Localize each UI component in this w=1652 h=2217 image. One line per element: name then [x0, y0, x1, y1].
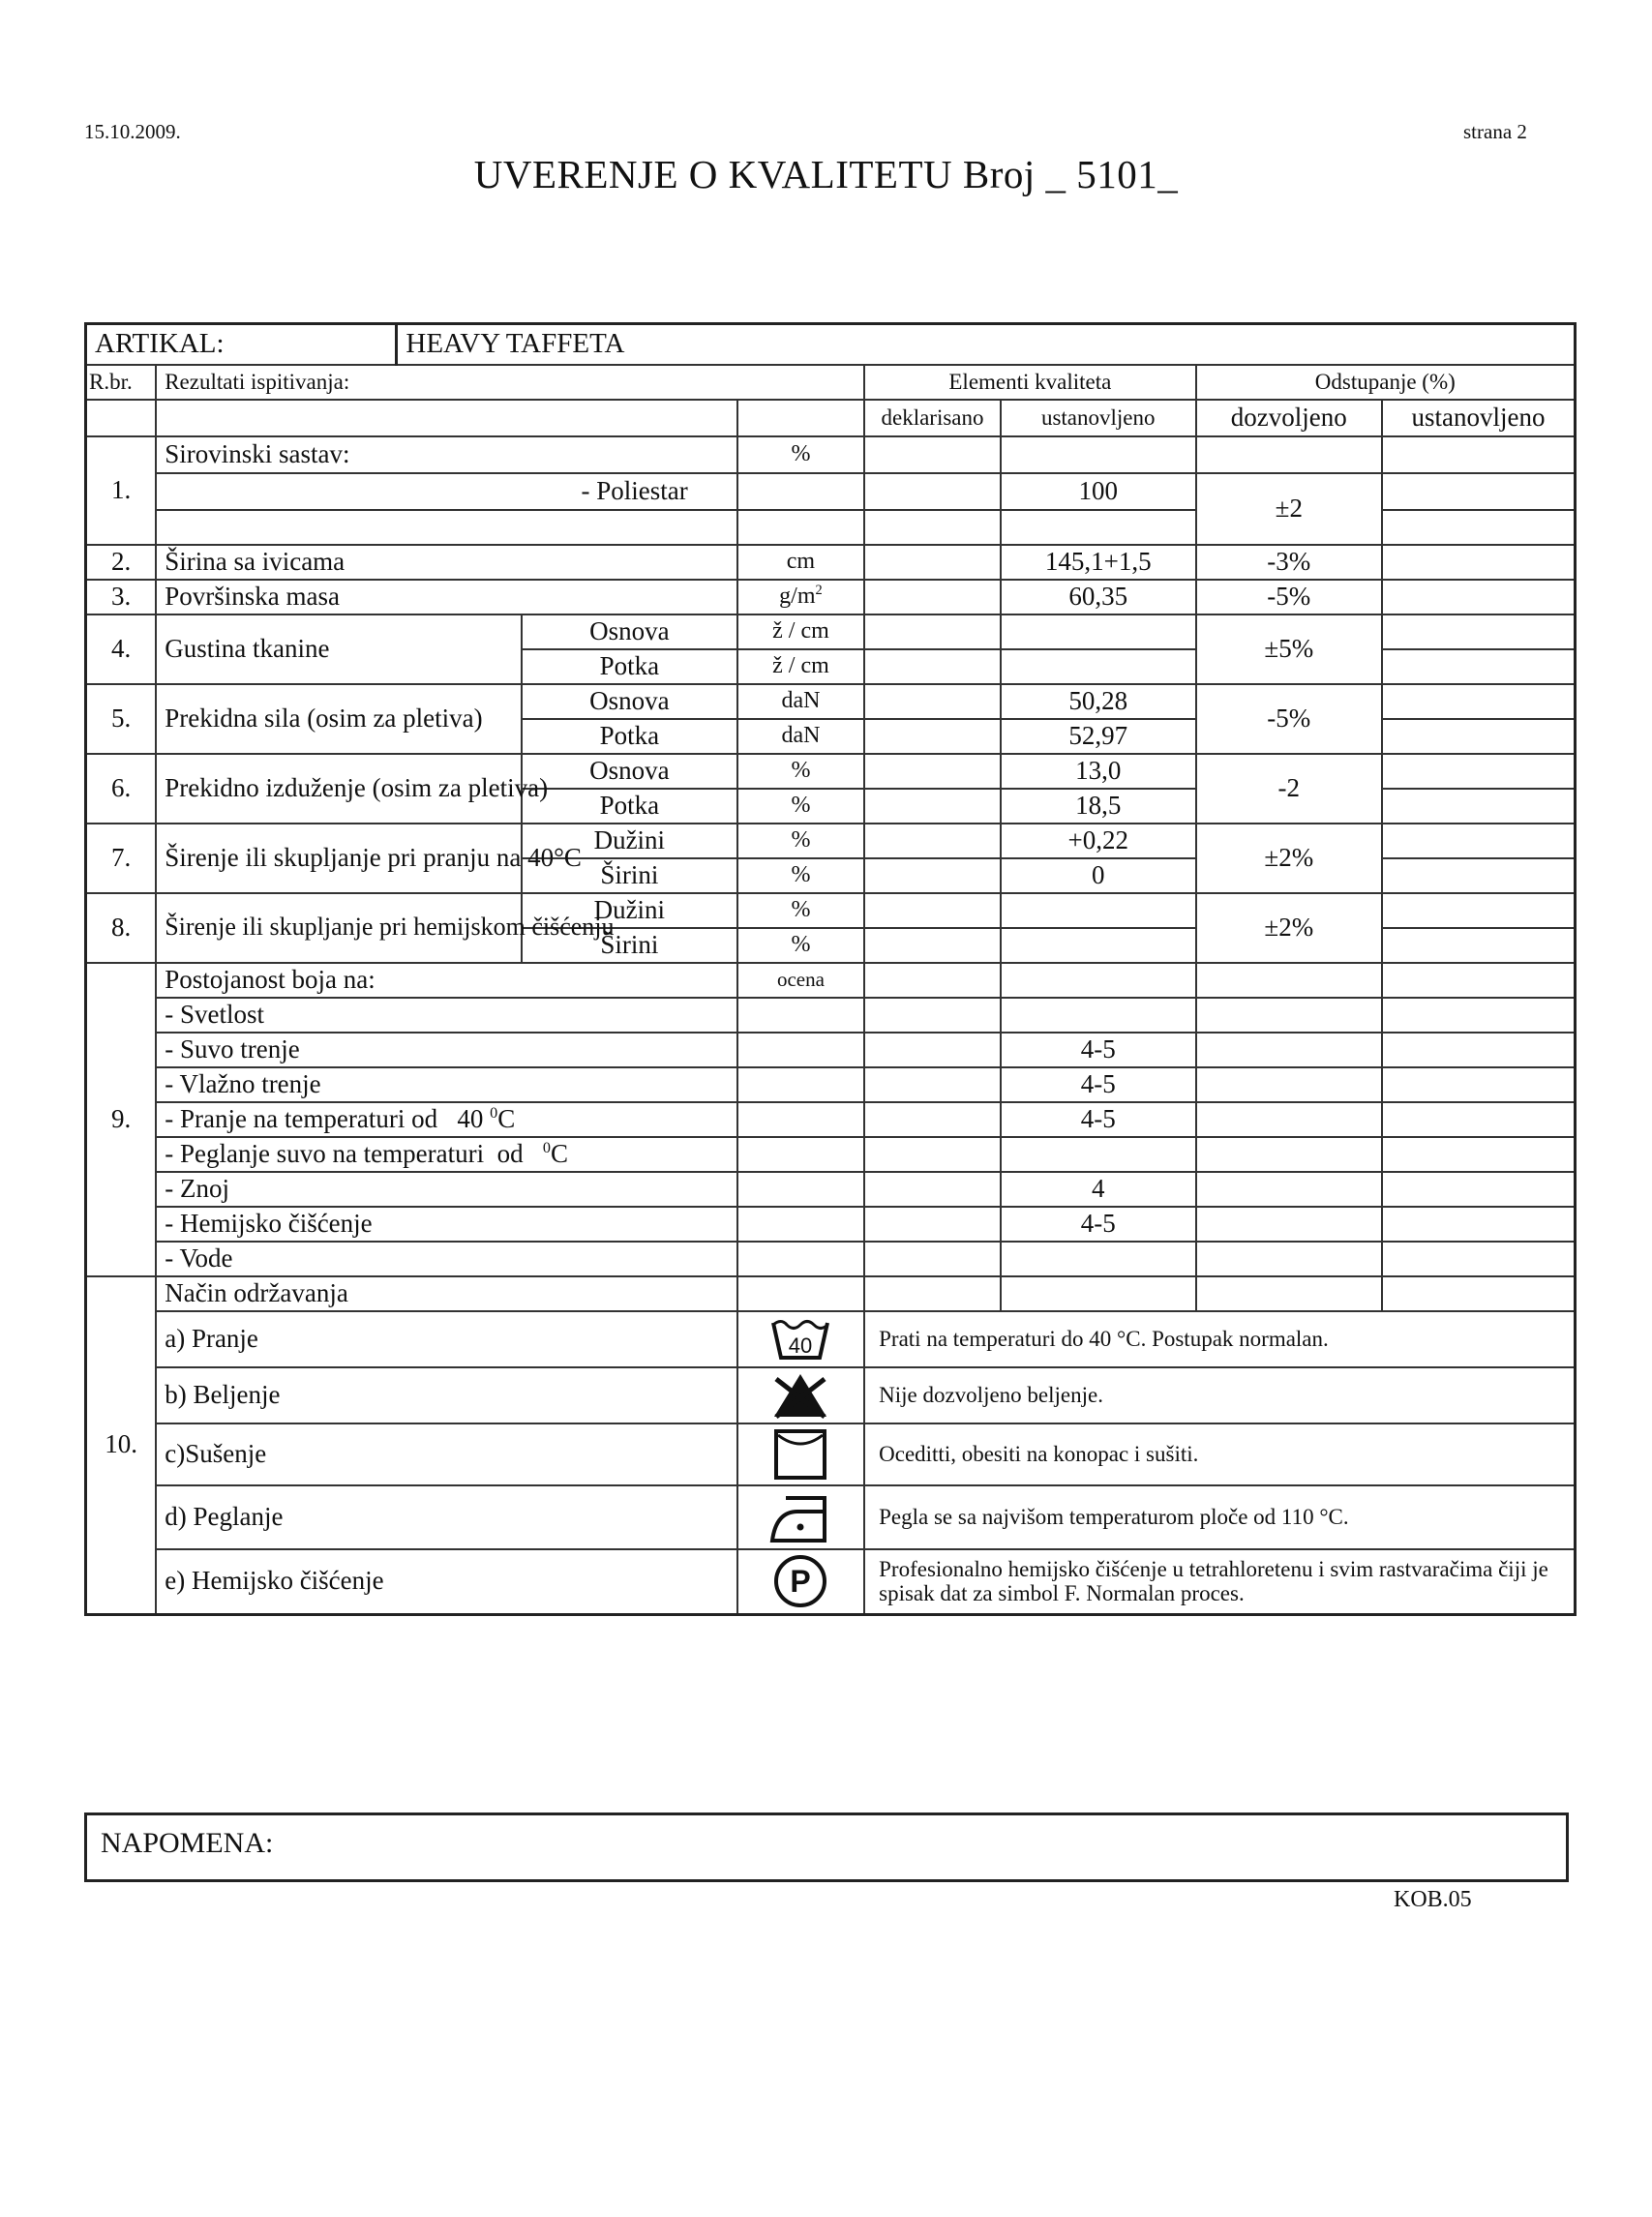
- row-9-item-value: 4: [1001, 1172, 1196, 1207]
- header-results: Rezultati ispitivanja:: [156, 365, 864, 400]
- svg-text:P: P: [790, 1564, 812, 1600]
- row-9-item-value: [1001, 998, 1196, 1033]
- row-1-number: 1.: [86, 436, 157, 545]
- row-5-val1: 50,28: [1001, 684, 1196, 719]
- row-7-val1: +0,22: [1001, 824, 1196, 858]
- row-9-item-value: [1001, 1137, 1196, 1172]
- row-9-item-label: - Hemijsko čišćenje: [156, 1207, 737, 1242]
- care-item-label: d) Peglanje: [156, 1485, 737, 1549]
- article-label: ARTIKAL:: [86, 324, 397, 365]
- line-dry-icon: [737, 1423, 864, 1485]
- row-9-item-label: - Svetlost: [156, 998, 737, 1033]
- row-5-sub1: Osnova: [522, 684, 737, 719]
- row-9-item-label: - Vlažno trenje: [156, 1067, 737, 1102]
- header-established-deviation: ustanovljeno: [1382, 400, 1576, 436]
- row-6-sub2: Potka: [522, 789, 737, 824]
- row-9-item-label: - Pranje na temperaturi od 40 $^0$C: [156, 1102, 737, 1137]
- row-8-unit1: %: [737, 893, 864, 928]
- row-9-item-value: 4-5: [1001, 1207, 1196, 1242]
- row-6-allowed: -2: [1196, 754, 1382, 824]
- row-3-value: 60,35: [1001, 580, 1196, 614]
- row-7-sub1: Dužini: [522, 824, 737, 858]
- row-4-unit1: ž / cm: [737, 614, 864, 649]
- row-9-label: Postojanost boja na:: [156, 963, 737, 998]
- row-2-label: Širina sa ivicama: [156, 545, 737, 580]
- row-9-item-value: 4-5: [1001, 1102, 1196, 1137]
- header-established: ustanovljeno: [1001, 400, 1196, 436]
- row-10-number: 10.: [86, 1276, 157, 1615]
- document-date: 15.10.2009.: [84, 120, 181, 143]
- article-value: HEAVY TAFFETA: [397, 324, 1576, 365]
- row-9-item-label: - Peglanje suvo na temperaturi od $^0$C: [156, 1137, 737, 1172]
- row-3-unit: $g/m^2$: [737, 580, 864, 614]
- row-7-allowed: ±2%: [1196, 824, 1382, 893]
- row-2-number: 2.: [86, 545, 157, 580]
- row-7-val2: 0: [1001, 858, 1196, 893]
- row-5-val2: 52,97: [1001, 719, 1196, 754]
- row-3-number: 3.: [86, 580, 157, 614]
- iron-low-icon: [737, 1485, 864, 1549]
- row-4-sub1: Osnova: [522, 614, 737, 649]
- care-item-label: a) Pranje: [156, 1311, 737, 1367]
- care-item-text: Profesionalno hemijsko čišćenje u tetrahloretenu i svim rastvaračima čiji je spisak dat za simbol F. Normalan proces.: [864, 1549, 1575, 1615]
- row-6-label: Prekidno izduženje (osim za pletiva): [156, 754, 522, 824]
- row-2-value: 145,1+1,5: [1001, 545, 1196, 580]
- row-1-label: Sirovinski sastav:: [156, 436, 737, 473]
- document-title: UVERENJE O KVALITETU Broj _ 5101_: [473, 152, 1179, 196]
- row-9-item-value: [1001, 1242, 1196, 1276]
- page-number: strana 2: [1463, 120, 1527, 143]
- row-9-item-label: - Vode: [156, 1242, 737, 1276]
- row-5-sub2: Potka: [522, 719, 737, 754]
- row-6-unit2: %: [737, 789, 864, 824]
- care-item-label: b) Beljenje: [156, 1367, 737, 1423]
- row-8-label: Širenje ili skupljanje pri hemijskom čišćenju: [156, 893, 522, 963]
- care-item-text: Pegla se sa najvišom temperaturom ploče od 110 °C.: [864, 1485, 1575, 1549]
- row-2-unit: cm: [737, 545, 864, 580]
- row-4-unit2: ž / cm: [737, 649, 864, 684]
- note-box: [84, 1813, 1569, 1882]
- row-8-unit2: %: [737, 928, 864, 963]
- row-3-allowed: -5%: [1196, 580, 1382, 614]
- row-9-number: 9.: [86, 963, 157, 1276]
- row-1-value: 100: [1001, 473, 1196, 510]
- row-1-sub: - Poliestar: [156, 473, 737, 510]
- row-3-label: Površinska masa: [156, 580, 737, 614]
- header-allowed: dozvoljeno: [1196, 400, 1382, 436]
- row-7-number: 7.: [86, 824, 157, 893]
- row-6-val2: 18,5: [1001, 789, 1196, 824]
- header-declared: deklarisano: [864, 400, 1001, 436]
- quality-table: [84, 322, 1577, 1616]
- row-4-allowed: ±5%: [1196, 614, 1382, 684]
- row-9-item-value: 4-5: [1001, 1067, 1196, 1102]
- care-item-text: Nije dozvoljeno beljenje.: [864, 1367, 1575, 1423]
- row-4-sub2: Potka: [522, 649, 737, 684]
- row-1-allowed: ±2: [1196, 473, 1382, 545]
- wash-40-icon: [737, 1311, 864, 1367]
- row-8-number: 8.: [86, 893, 157, 963]
- form-code: KOB.05: [1394, 1887, 1472, 1912]
- row-6-val1: 13,0: [1001, 754, 1196, 789]
- header-elements: Elementi kvaliteta: [864, 365, 1195, 400]
- no-bleach-icon: [737, 1367, 864, 1423]
- note-label: NAPOMENA:: [101, 1827, 274, 1859]
- row-6-number: 6.: [86, 754, 157, 824]
- svg-text:40: 40: [789, 1333, 813, 1358]
- dryclean-p-icon: [737, 1549, 864, 1615]
- care-item-label: e) Hemijsko čišćenje: [156, 1549, 737, 1615]
- row-4-label: Gustina tkanine: [156, 614, 522, 684]
- care-item-text: Oceditti, obesiti na konopac i sušiti.: [864, 1423, 1575, 1485]
- row-5-number: 5.: [86, 684, 157, 754]
- care-item-label: c)Sušenje: [156, 1423, 737, 1485]
- row-9-unit: ocena: [737, 963, 864, 998]
- row-6-unit1: %: [737, 754, 864, 789]
- row-2-allowed: -3%: [1196, 545, 1382, 580]
- row-5-label: Prekidna sila (osim za pletiva): [156, 684, 522, 754]
- row-4-number: 4.: [86, 614, 157, 684]
- row-5-allowed: -5%: [1196, 684, 1382, 754]
- row-9-item-value: 4-5: [1001, 1033, 1196, 1067]
- row-8-allowed: ±2%: [1196, 893, 1382, 963]
- row-10-label: Način održavanja: [156, 1276, 737, 1311]
- row-1-unit: %: [737, 436, 864, 473]
- row-5-unit2: daN: [737, 719, 864, 754]
- row-7-unit2: %: [737, 858, 864, 893]
- row-7-label: Širenje ili skupljanje pri pranju na 40°C: [156, 824, 522, 893]
- header-rbr: R.br.: [86, 365, 157, 400]
- care-item-text: Prati na temperaturi do 40 °C. Postupak normalan.: [864, 1311, 1575, 1367]
- row-9-item-label: - Znoj: [156, 1172, 737, 1207]
- row-5-unit1: daN: [737, 684, 864, 719]
- row-6-sub1: Osnova: [522, 754, 737, 789]
- row-9-item-label: - Suvo trenje: [156, 1033, 737, 1067]
- row-7-unit1: %: [737, 824, 864, 858]
- row-7-sub2: Širini: [522, 858, 737, 893]
- header-deviation: Odstupanje (%): [1196, 365, 1576, 400]
- row-8-sub1: Dužini: [522, 893, 737, 928]
- row-8-sub2: Širini: [522, 928, 737, 963]
